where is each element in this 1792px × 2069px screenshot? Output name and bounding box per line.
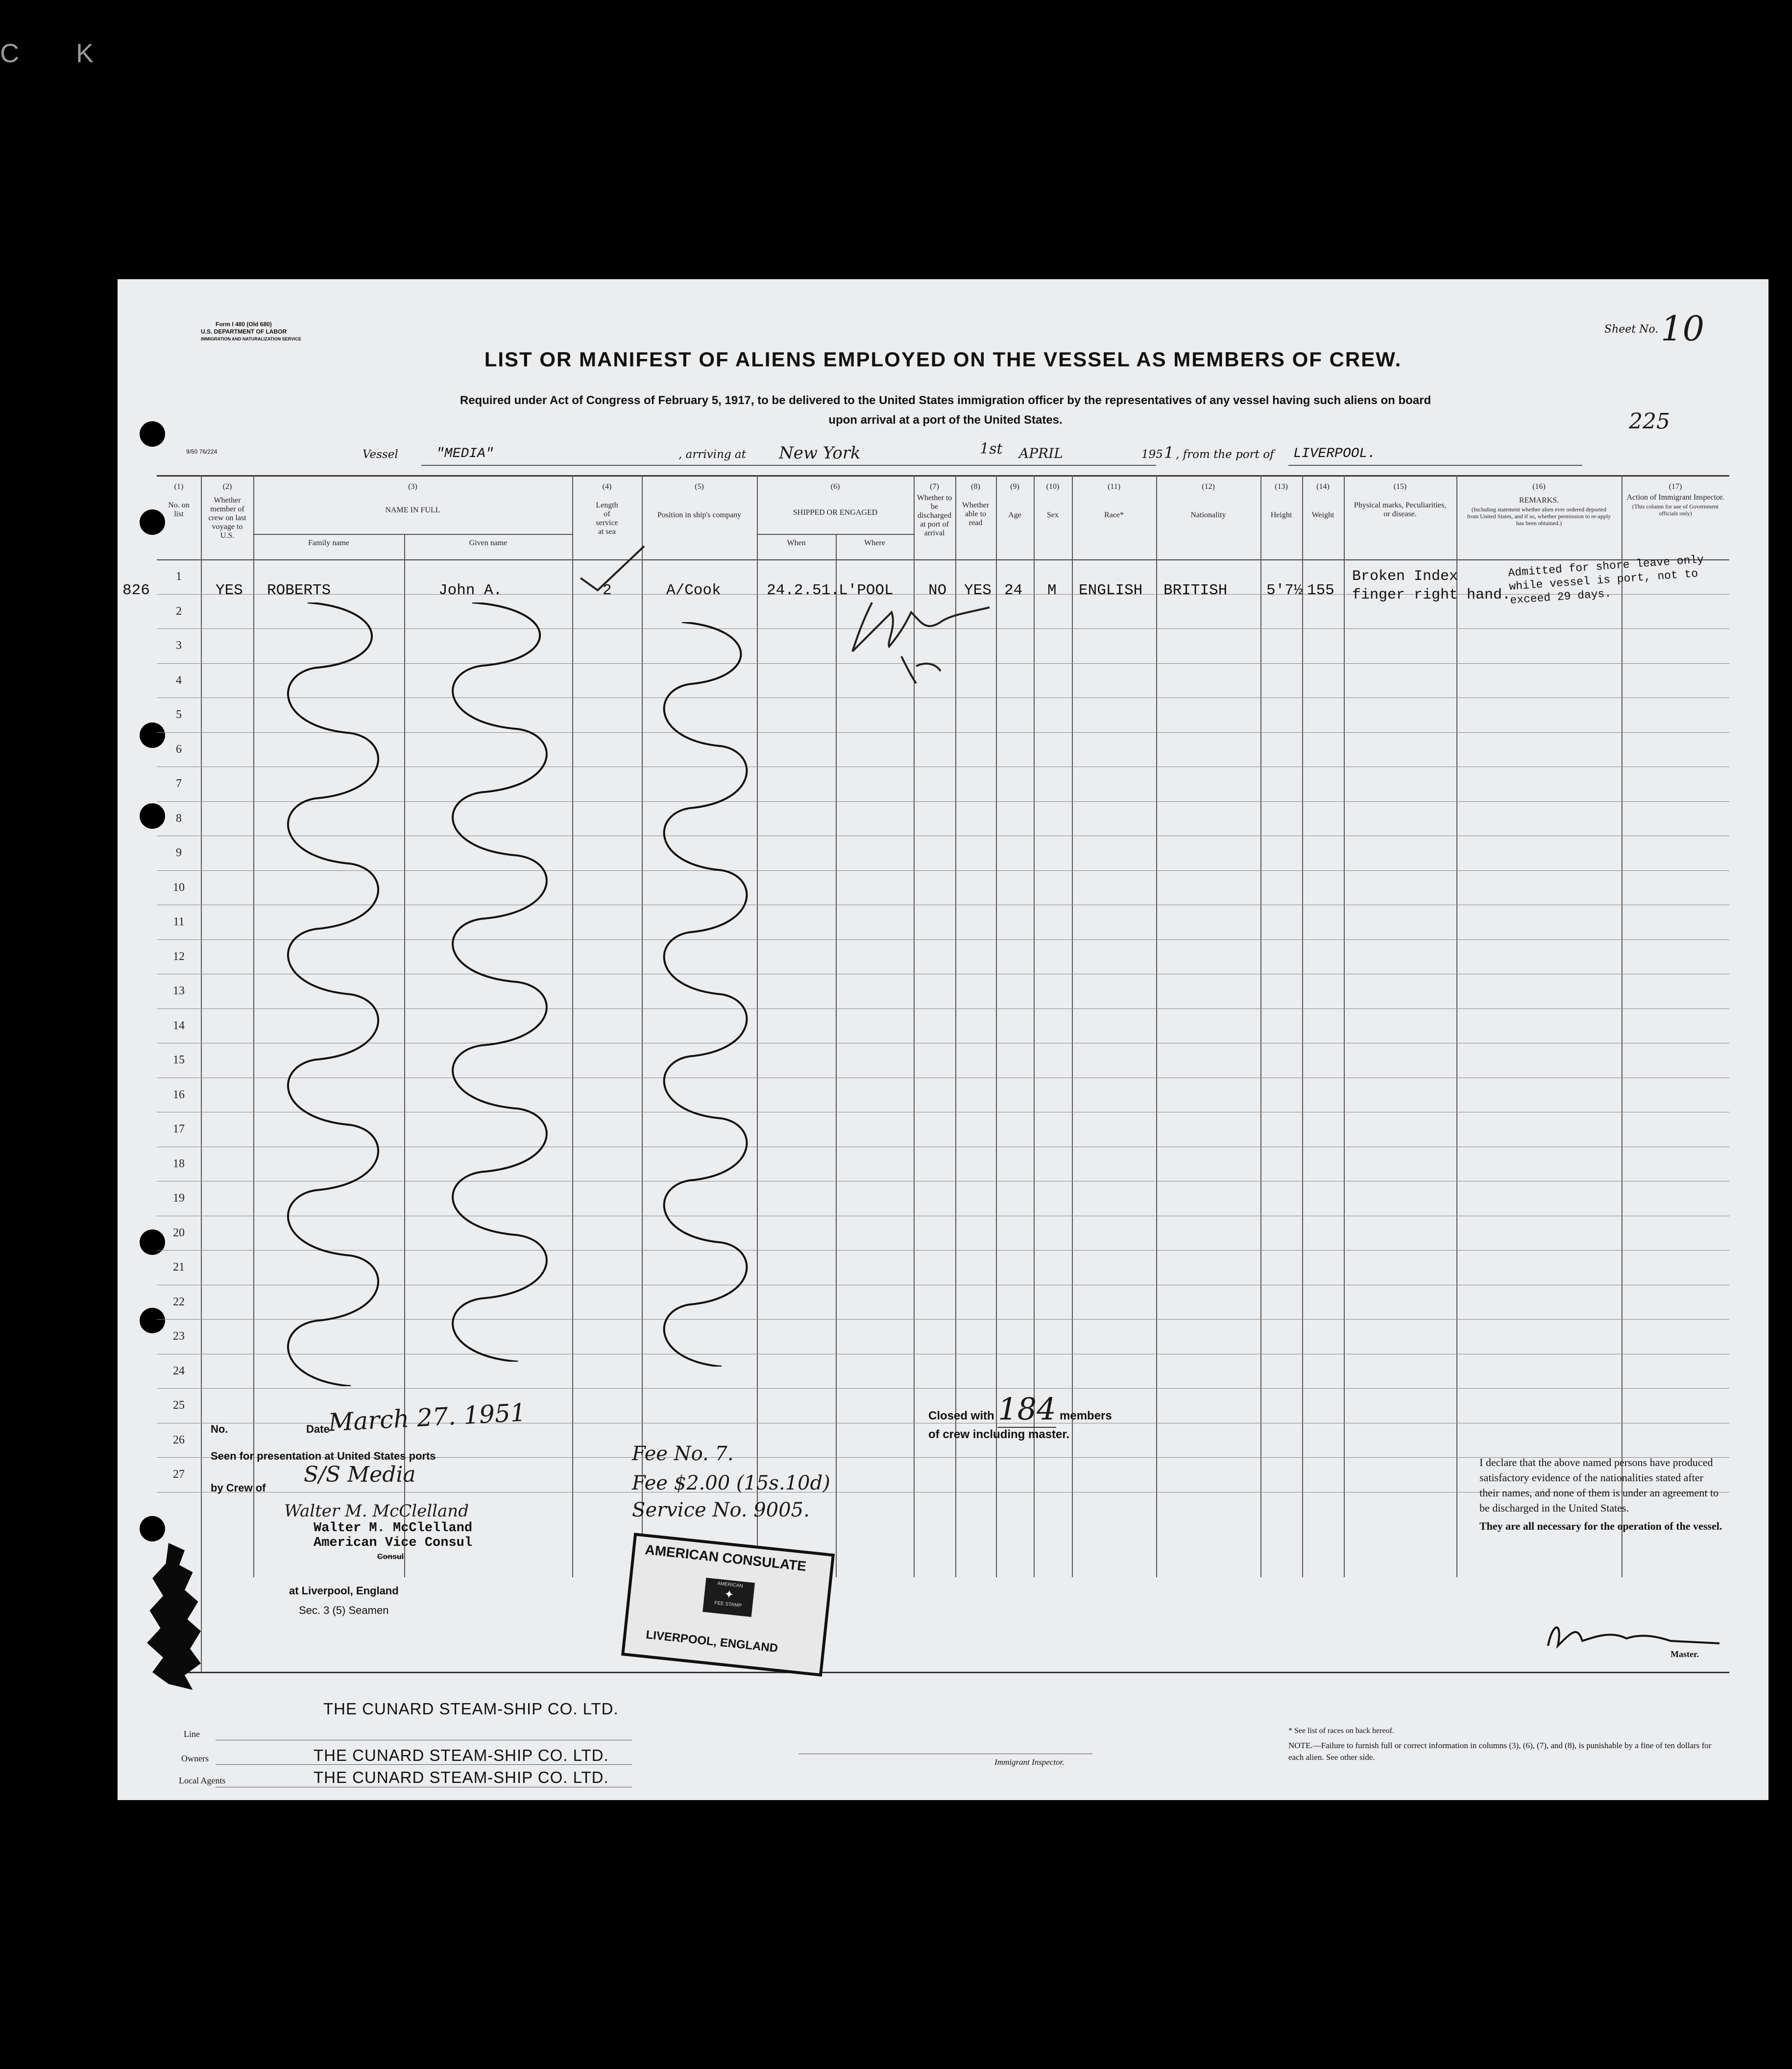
- footer-agents-value: THE CUNARD STEAM-SHIP CO. LTD.: [314, 1768, 609, 1786]
- consul-title: American Vice Consul: [314, 1536, 473, 1550]
- entry-position: A/Cook: [666, 582, 721, 599]
- col-4-header: (4) Length of service at sea: [596, 482, 618, 536]
- row-number: 8: [176, 812, 182, 825]
- entry-physical-marks: Broken Index finger right hand.: [1352, 568, 1511, 603]
- entry-remarks: Admitted for shore leave only while vessel is port, not to exceed 29 days.: [1507, 553, 1704, 607]
- row-number: 12: [173, 950, 185, 963]
- entry-discharged: NO: [928, 582, 947, 599]
- entry-able-to-read: YES: [964, 582, 992, 599]
- crew-count: 184: [998, 1391, 1056, 1427]
- ditto-squiggle-given: [431, 602, 568, 1362]
- consular-no-label: No.: [211, 1423, 228, 1435]
- fee-line-3: Service No. 9005.: [632, 1499, 810, 1521]
- row-number: 5: [176, 708, 182, 721]
- col-3-header: (3) NAME IN FULL: [385, 482, 440, 514]
- including-label: of crew including master.: [928, 1428, 1070, 1441]
- row-number: 24: [173, 1364, 185, 1377]
- footer: [118, 1680, 1768, 1798]
- entry-weight: 155: [1307, 582, 1334, 599]
- col-7-header: (7) Whether to be discharged at port of arrival: [917, 482, 952, 537]
- from-port: LIVERPOOL.: [1293, 446, 1376, 461]
- consular-signature: Walter M. McClelland: [284, 1501, 469, 1521]
- year-suffix: 1: [1164, 443, 1174, 462]
- col-10-header: (10) Sex: [1046, 482, 1060, 519]
- row-number: 25: [173, 1399, 185, 1412]
- form-service: IMMIGRATION AND NATURALIZATION SERVICE: [201, 337, 301, 341]
- crew-table: [157, 475, 1729, 1672]
- check-mark: [578, 544, 647, 593]
- row-number: 3: [176, 639, 182, 652]
- consular-date-value: March 27. 1951: [327, 1398, 527, 1437]
- ditto-squiggle-family: [269, 602, 397, 1386]
- footer-agents-label: Local Agents: [179, 1776, 226, 1785]
- col-6-when: When: [787, 539, 806, 547]
- from-label: , from the port of: [1176, 448, 1274, 461]
- year-prefix: 195: [1141, 448, 1163, 461]
- page-title: LIST OR MANIFEST OF ALIENS EMPLOYED ON THE VESSEL AS MEMBERS OF CREW.: [484, 348, 1402, 371]
- entry-height: 5'7½: [1266, 582, 1303, 599]
- row-number: 13: [173, 985, 185, 997]
- footer-owners-value: THE CUNARD STEAM-SHIP CO. LTD.: [314, 1746, 609, 1764]
- inspector-label: Immigrant Inspector.: [994, 1757, 1065, 1767]
- form-number: Form I 480 (Old 680): [216, 321, 272, 328]
- row-number: 2: [176, 604, 182, 618]
- row-number: 14: [173, 1019, 185, 1032]
- row-number: 16: [173, 1088, 185, 1101]
- master-label: Master.: [1671, 1649, 1699, 1659]
- footer-line-label: Line: [184, 1729, 200, 1739]
- sheet-label: Sheet No.: [1604, 323, 1659, 336]
- consular-by-label: by Crew of: [211, 1482, 266, 1494]
- subtitle-line-2: upon arrival at a port of the United States.: [828, 413, 1063, 427]
- row-number: 9: [176, 846, 182, 859]
- date-day: 1st: [980, 440, 1003, 457]
- entry-family-name: ROBERTS: [267, 582, 331, 599]
- col-3-given-name: Given name: [469, 539, 508, 547]
- entry-on-last-voyage: YES: [216, 582, 243, 599]
- fee-line-2: Fee $2.00 (15s.10d): [632, 1472, 830, 1494]
- row-number: 6: [176, 743, 182, 756]
- col-6-header: (6) SHIPPED OR ENGAGED: [793, 482, 878, 517]
- col-3-family-name: Family name: [308, 539, 349, 547]
- stamp-top-text: AMERICAN CONSULATE: [644, 1541, 807, 1574]
- col-14-header: (14) Weight: [1311, 482, 1334, 519]
- date-month: APRIL: [1019, 445, 1063, 461]
- consul-name: Walter M. McClelland: [314, 1521, 473, 1536]
- row-number: 20: [173, 1226, 185, 1239]
- entry-shipped-when: 24.2.51.: [767, 582, 840, 599]
- col-5-header: (5) Position in ship's company: [657, 482, 742, 519]
- form-meta: [201, 321, 301, 343]
- entry-length-of-service: 2: [603, 582, 612, 599]
- fee-stamp: AMERICAN ✦ FEE STAMP: [702, 1578, 755, 1617]
- row-number: 15: [173, 1054, 185, 1066]
- entry-age: 24: [1004, 582, 1023, 599]
- fine-note: NOTE.—Failure to furnish full or correct information in columns (3), (6), (7), and (8), is punishable by a fine of ten dollars for each alien. See other side.: [1288, 1741, 1712, 1762]
- row-number: 11: [173, 915, 185, 928]
- closed-with-label: Closed with: [928, 1409, 994, 1422]
- page-ref: 225: [1629, 409, 1670, 434]
- col-2-header: (2) Whether member of crew on last voyage to U.S.: [208, 482, 246, 540]
- entry-shipped-where: L'POOL: [839, 582, 894, 599]
- col-13-header: (13) Height: [1270, 482, 1292, 519]
- vessel-label: Vessel: [363, 448, 398, 461]
- consular-vessel: S/S Media: [304, 1462, 416, 1487]
- consulate-fee-stamp: [621, 1533, 835, 1677]
- entry-race: ENGLISH: [1079, 582, 1143, 599]
- row-number: 23: [173, 1330, 185, 1343]
- stamp-bottom-text: LIVERPOOL, ENGLAND: [645, 1628, 779, 1656]
- col-12-header: (12) Nationality: [1190, 482, 1226, 519]
- closing-block: [928, 1391, 1112, 1442]
- col-15-header: (15) Physical marks, Peculiarities, or disease.: [1354, 482, 1447, 518]
- col-11-header: (11) Race*: [1104, 482, 1124, 519]
- col-17-header: (17) Action of Immigrant Inspector. (This column for use of Government officials only): [1626, 482, 1724, 517]
- entry-given-name: John A.: [438, 582, 503, 599]
- form-code: 9/50 76/224: [186, 448, 218, 455]
- subtitle-line-1: Required under Act of Congress of February 5, 1917, to be delivered to the United States immigration officer by the representatives of any vessel having such aliens on board: [460, 394, 1431, 407]
- row-number: 21: [173, 1261, 185, 1274]
- row-number: 19: [173, 1192, 185, 1204]
- row-number: 27: [173, 1468, 185, 1481]
- footer-line-value: THE CUNARD STEAM-SHIP CO. LTD.: [323, 1700, 619, 1718]
- entry-sex: M: [1047, 582, 1057, 599]
- declaration-necessity: They are all necessary for the operation of the vessel.: [1479, 1520, 1722, 1532]
- declaration-block: [1479, 1455, 1724, 1659]
- row-number: 26: [173, 1433, 185, 1446]
- manifest-sheet: [118, 279, 1768, 1800]
- page-subtitle: [323, 391, 1568, 430]
- consular-seen-label: Seen for presentation at United States ports: [211, 1450, 436, 1462]
- fee-line-1: Fee No. 7.: [632, 1443, 734, 1465]
- margin-entry-number: 826: [122, 582, 150, 599]
- vessel-name: "MEDIA": [436, 446, 494, 461]
- sheet-number: 10: [1661, 309, 1705, 349]
- row-number: 4: [176, 674, 182, 687]
- footer-owners-label: Owners: [181, 1754, 209, 1763]
- row-number: 17: [173, 1123, 185, 1135]
- col-8-header: (8) Whether able to read: [962, 482, 990, 527]
- consular-date-label: Date: [306, 1423, 330, 1435]
- row-number: 18: [173, 1157, 185, 1170]
- col-9-header: (9) Age: [1008, 482, 1021, 519]
- col-16-header: (16) REMARKS. (Including statement whether alien ever ordered deported from United States, and if so, whether permission to re-apply has been obtained.): [1467, 482, 1611, 527]
- col-6-where: Where: [864, 539, 885, 547]
- film-edge-mark-left: C: [0, 39, 19, 68]
- inspector-initials: [843, 593, 1019, 686]
- col-1-header: (1) No. on list: [168, 482, 190, 518]
- ditto-squiggle-position: [647, 622, 764, 1367]
- row-number: 1: [176, 570, 182, 583]
- consular-section: Sec. 3 (5) Seamen: [299, 1604, 389, 1616]
- arriving-label: , arriving at: [678, 448, 746, 461]
- members-label: members: [1060, 1409, 1112, 1422]
- row-number: 7: [176, 777, 182, 790]
- form-department: U.S. DEPARTMENT OF LABOR: [201, 328, 287, 335]
- film-edge-mark-right: K: [76, 39, 94, 68]
- arriving-port: New York: [779, 443, 861, 463]
- consular-location: at Liverpool, England: [289, 1585, 399, 1597]
- consul-struck: Consul: [377, 1553, 404, 1561]
- vessel-line: [118, 440, 1768, 473]
- races-note: * See list of races on back hereof.: [1288, 1727, 1394, 1735]
- row-rule: [157, 1388, 1729, 1389]
- row-number: 10: [173, 881, 185, 894]
- row-number: 22: [173, 1295, 185, 1308]
- entry-nationality: BRITISH: [1163, 582, 1228, 599]
- declaration-text: I declare that the above named persons have produced satisfactory evidence of the nationalities stated after their names, and none of them is under an agreement to be discharged in the United States.: [1479, 1456, 1719, 1514]
